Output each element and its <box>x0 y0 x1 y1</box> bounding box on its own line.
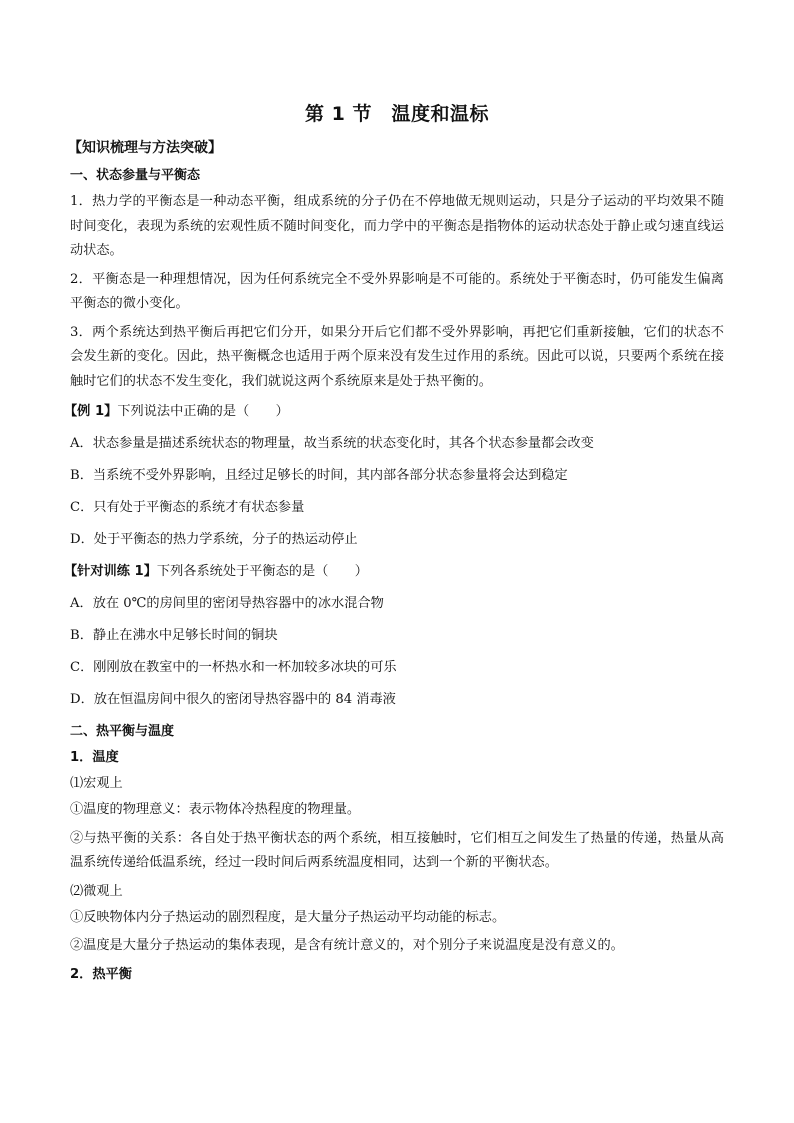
part1-item-3: 3．两个系统达到热平衡后再把它们分开，如果分开后它们都不受外界影响，再把它们重新接触，它们的状态不会发生新的变化。因此，热平衡概念也适用于两个原来没有发生过作用的系统。因此可以说，只要两个系统在接触时它们的状态不发生变化，我们就说这两个系统原来是处于热平衡的。 <box>70 324 724 389</box>
section-header: 【知识梳理与方法突破】 <box>68 140 222 156</box>
part1-item-1: 1．热力学的平衡态是一种动态平衡，组成系统的分子仍在不停地做无规则运动，只是分子运动的平均效果不随时间变化，表现为系统的宏观性质不随时间变化，而力学中的平衡态是指物体的运动状态处于静止或匀速直线运动状态。 <box>70 194 724 258</box>
macro-item-2: ②与热平衡的关系：各自处于热平衡状态的两个系统，相互接触时，它们相互之间发生了热量的传递，热量从高温系统传递给低温系统，经过一段时间后两系统温度相同，达到一个新的平衡状态。 <box>70 830 724 870</box>
example-1-option-b: B．当系统不受外界影响，且经过足够长的时间，其内部各部分状态参量将会达到稳定 <box>70 468 568 483</box>
training-1-option-c: C．刚刚放在教室中的一杯热水和一杯加较多冰块的可乐 <box>70 660 397 675</box>
page-title: 第 1 节 温度和温标 <box>305 103 489 125</box>
micro-item-1: ①反映物体内分子热运动的剧烈程度，是大量分子热运动平均动能的标志。 <box>70 909 506 925</box>
training-1-option-d: D．放在恒温房间中很久的密闭导热容器中的 84 消毒液 <box>70 692 396 707</box>
example-1-option-d: D．处于平衡态的热力学系统，分子的热运动停止 <box>70 532 358 547</box>
example-1-option-a: A．状态参量是描述系统状态的物理量，故当系统的状态变化时，其各个状态参量都会改变 <box>70 436 594 451</box>
training-1-tag: 【针对训练 1】 <box>64 564 157 579</box>
temperature-subtitle: 1．温度 <box>70 750 119 765</box>
micro-item-2: ②温度是大量分子热运动的集体表现，是含有统计意义的，对个别分子来说温度是没有意义的。 <box>70 938 624 953</box>
part1-item-2: 2．平衡态是一种理想情况，因为任何系统完全不受外界影响是不可能的。系统处于平衡态时，仍可能发生偏离平衡态的微小变化。 <box>70 271 724 311</box>
training-1-option-a: A．放在 0℃的房间里的密闭导热容器中的冰水混合物 <box>70 596 384 611</box>
example-1-text: 下列说法中正确的是（ ） <box>117 404 289 419</box>
document-page <box>64 100 724 989</box>
training-1-option-b: B．静止在沸水中足够长时间的铜块 <box>70 628 278 643</box>
macro-label: ⑴宏观上 <box>70 776 123 791</box>
thermal-equilibrium-subtitle: 2．热平衡 <box>70 966 132 982</box>
macro-item-1: ①温度的物理意义：表示物体冷热程度的物理量。 <box>70 802 361 817</box>
example-1-tag: 【例 1】 <box>64 404 118 419</box>
part2-heading: 二、热平衡与温度 <box>70 724 175 739</box>
part1-heading: 一、状态参量与平衡态 <box>70 168 201 183</box>
micro-label: ⑵微观上 <box>70 883 123 899</box>
training-1-text: 下列各系统处于平衡态的是（ ） <box>156 564 368 579</box>
training-1-question <box>64 560 724 584</box>
example-1-question <box>64 400 724 424</box>
example-1-option-c: C．只有处于平衡态的系统才有状态参量 <box>70 500 305 515</box>
